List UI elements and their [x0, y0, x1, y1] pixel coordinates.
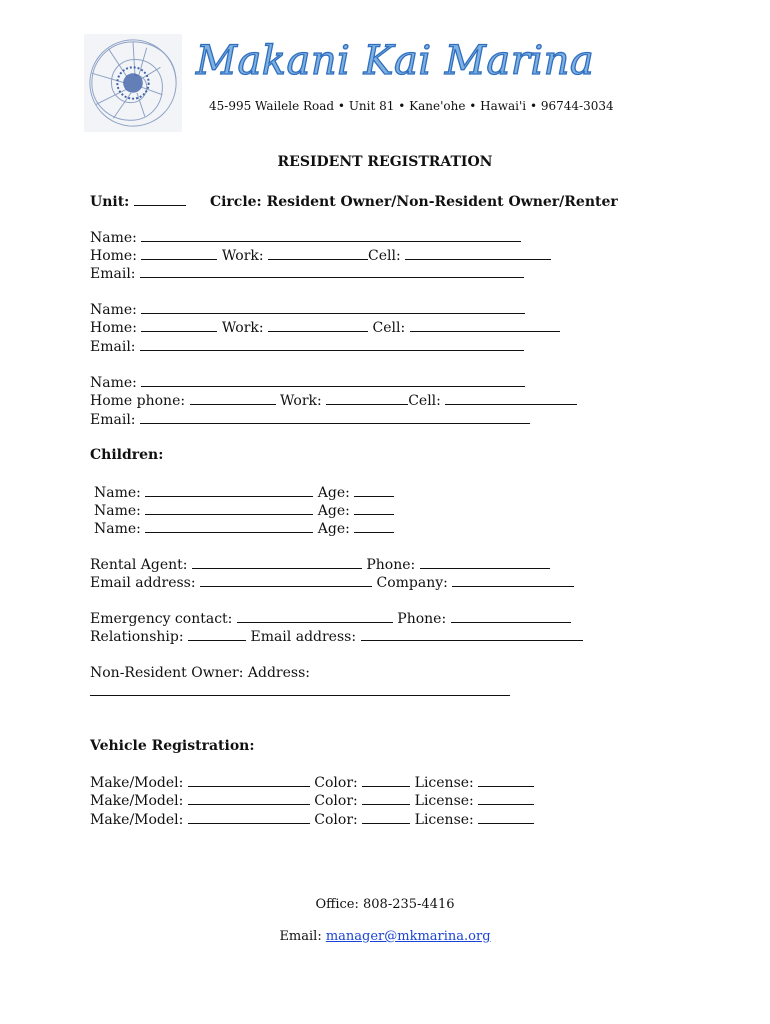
work-label: Work: — [221, 320, 264, 336]
work-field[interactable] — [268, 246, 368, 260]
brand-name: Makani Kai Marina — [196, 38, 595, 84]
cell-field[interactable] — [405, 246, 551, 260]
vehicle-2-row — [90, 791, 534, 810]
emergency-contact-row — [90, 609, 571, 628]
cell-label: Cell: — [368, 248, 401, 264]
home-phone-field[interactable] — [190, 391, 276, 405]
unit-label: Unit: — [90, 194, 130, 210]
cell-field[interactable] — [410, 318, 560, 332]
emergency-email-label: Email address: — [250, 629, 357, 645]
email-label: Email: — [90, 266, 136, 282]
resident-2-phone-row — [90, 318, 560, 337]
cell-label: Cell: — [408, 393, 441, 409]
vehicle-heading: Vehicle Registration: — [90, 738, 255, 754]
nonresident-address-row — [90, 682, 510, 701]
rental-agent-field[interactable] — [192, 555, 362, 569]
color-field[interactable] — [362, 773, 410, 787]
work-label: Work: — [221, 248, 264, 264]
rental-email-field[interactable] — [200, 573, 372, 587]
make-model-field[interactable] — [188, 773, 310, 787]
child-age-label: Age: — [317, 503, 350, 519]
make-model-label: Make/Model: — [90, 793, 184, 809]
child-name-label: Name: — [94, 521, 141, 537]
email-field[interactable] — [140, 337, 524, 351]
work-field[interactable] — [268, 318, 368, 332]
office-phone: Office: 808-235-4416 — [315, 897, 455, 912]
home-field[interactable] — [141, 246, 217, 260]
child-name-field[interactable] — [145, 501, 313, 515]
rental-phone-field[interactable] — [420, 555, 550, 569]
manager-email-link[interactable]: manager@mkmarina.org — [325, 929, 491, 944]
child-age-field[interactable] — [354, 483, 394, 497]
cell-field[interactable] — [445, 391, 577, 405]
license-field[interactable] — [478, 773, 534, 787]
email-label: Email: — [90, 339, 136, 355]
child-name-label: Name: — [94, 503, 141, 519]
make-model-label: Make/Model: — [90, 812, 184, 828]
unit-field[interactable] — [134, 192, 186, 206]
make-model-label: Make/Model: — [90, 775, 184, 791]
resident-2-name-row — [90, 300, 525, 319]
child-2-row — [94, 501, 394, 520]
unit-row — [90, 192, 618, 211]
relationship-field[interactable] — [188, 627, 246, 641]
nautilus-shell-icon — [84, 34, 182, 132]
child-1-row — [94, 483, 394, 502]
child-name-field[interactable] — [145, 519, 313, 533]
nonresident-address-field[interactable] — [90, 682, 510, 696]
company-field[interactable] — [452, 573, 574, 587]
emergency-contact-label: Emergency contact: — [90, 611, 233, 627]
rental-agent-row — [90, 555, 550, 574]
owner-type-label: Circle: Resident Owner/Non-Resident Owner/Renter — [209, 194, 618, 210]
resident-3-email-row — [90, 410, 530, 429]
name-field[interactable] — [141, 373, 525, 387]
license-label: License: — [414, 812, 474, 828]
color-field[interactable] — [362, 810, 410, 824]
color-field[interactable] — [362, 791, 410, 805]
name-label: Name: — [90, 375, 137, 391]
form-title: RESIDENT REGISTRATION — [277, 154, 493, 170]
children-heading: Children: — [90, 447, 164, 463]
color-label: Color: — [314, 775, 358, 791]
emergency-phone-field[interactable] — [451, 609, 571, 623]
license-field[interactable] — [478, 810, 534, 824]
rental-email-label: Email address: — [90, 575, 196, 591]
home-phone-label: Home phone: — [90, 393, 186, 409]
make-model-field[interactable] — [188, 791, 310, 805]
rental-agent-label: Rental Agent: — [90, 557, 188, 573]
resident-3-name-row — [90, 373, 525, 392]
marina-address: 45-995 Wailele Road • Unit 81 • Kane'ohe • Hawai'i • 96744-3034 — [209, 99, 614, 113]
child-name-field[interactable] — [145, 483, 313, 497]
contact-email-row — [0, 929, 770, 944]
email-field[interactable] — [140, 264, 524, 278]
home-label: Home: — [90, 320, 137, 336]
resident-1-name-row — [90, 228, 521, 247]
child-3-row — [94, 519, 394, 538]
emergency-phone-label: Phone: — [397, 611, 447, 627]
resident-2-email-row — [90, 337, 524, 356]
relationship-row — [90, 627, 583, 646]
color-label: Color: — [314, 812, 358, 828]
child-age-field[interactable] — [354, 519, 394, 533]
company-label: Company: — [376, 575, 448, 591]
emergency-email-field[interactable] — [361, 627, 583, 641]
name-label: Name: — [90, 302, 137, 318]
child-age-label: Age: — [317, 521, 350, 537]
resident-1-email-row — [90, 264, 524, 283]
vehicle-3-row — [90, 810, 534, 829]
home-label: Home: — [90, 248, 137, 264]
name-field[interactable] — [141, 300, 525, 314]
name-field[interactable] — [141, 228, 521, 242]
work-label: Work: — [279, 393, 322, 409]
home-field[interactable] — [141, 318, 217, 332]
child-age-label: Age: — [317, 485, 350, 501]
work-field[interactable] — [326, 391, 408, 405]
name-label: Name: — [90, 230, 137, 246]
license-label: License: — [414, 793, 474, 809]
email-field[interactable] — [140, 410, 530, 424]
license-field[interactable] — [478, 791, 534, 805]
resident-1-phone-row — [90, 246, 551, 265]
relationship-label: Relationship: — [90, 629, 184, 645]
child-age-field[interactable] — [354, 501, 394, 515]
rental-phone-label: Phone: — [366, 557, 416, 573]
rental-email-row — [90, 573, 574, 592]
vehicle-1-row — [90, 773, 534, 792]
license-label: License: — [414, 775, 474, 791]
cell-label: Cell: — [372, 320, 406, 336]
child-name-label: Name: — [94, 485, 141, 501]
resident-3-phone-row — [90, 391, 577, 410]
make-model-field[interactable] — [188, 810, 310, 824]
emergency-contact-field[interactable] — [237, 609, 393, 623]
nonresident-owner-label: Non-Resident Owner: Address: — [90, 665, 310, 681]
email-label: Email: — [90, 412, 136, 428]
email-label: Email: — [279, 929, 322, 944]
color-label: Color: — [314, 793, 358, 809]
